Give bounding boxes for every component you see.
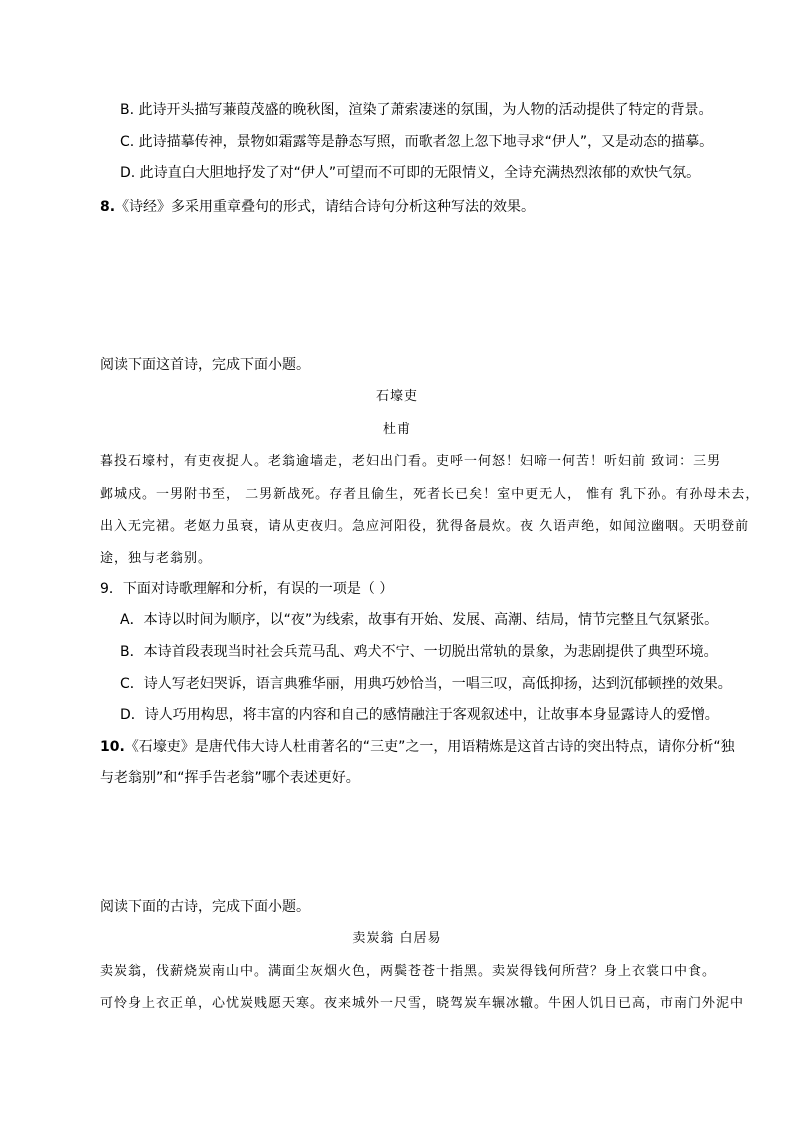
section-3-intro: 阅读下面的古诗，完成下面小题。 xyxy=(100,899,310,915)
q9-option-d: D．诗人巧用构思，将丰富的内容和自己的感情融注于客观叙述中，让故事本身显露诗人的爱憎。 xyxy=(120,707,719,723)
poem-title-author: 卖炭翁 白居易 xyxy=(352,931,442,946)
q7-option-c: C. 此诗描摹传神，景物如霜露等是静态写照，而歌者忽上忽下地寻求“伊人”，又是动态的描摹。 xyxy=(120,134,714,150)
poem-line: 暮投石壕村，有吏夜捉人。老翁逾墙走，老妇出门看。吏呼一何怒！妇啼一何苦！听妇前 致词：三男 xyxy=(100,454,722,469)
q7-option-d: D. 此诗直白大胆地抒发了对“伊人”可望而不可即的无限情义，全诗充满热烈浓郁的欢快气氛。 xyxy=(120,165,701,181)
question-8 xyxy=(100,197,535,217)
question-8-number: 8. xyxy=(100,199,116,215)
q9-option-a: A．本诗以时间为顺序，以“夜”为线索，故事有开始、发展、高潮、结局，情节完整且气氛紧张。 xyxy=(120,612,719,628)
poem-line: 可怜身上衣正单，心忧炭贱愿天寒。夜来城外一尺雪，晓驾炭车辗冰辙。牛困人饥日已高，市南门外泥中 xyxy=(100,996,745,1011)
poem-author: 杜甫 xyxy=(382,422,411,437)
q7-option-b: B. 此诗开头描写蒹葭茂盛的晚秋图，渲染了萧索凄迷的氛围，为人物的活动提供了特定的背景。 xyxy=(120,102,713,118)
poem-line: 邺城戍。一男附书至， 二男新战死。存者且偷生，死者长已矣！室中更无人， 惟有 乳下孙。有孙母未去， xyxy=(100,487,760,502)
poem-line: 途，独与老翁别。 xyxy=(100,551,213,566)
section-2-intro: 阅读下面这首诗，完成下面小题。 xyxy=(100,357,310,373)
question-9-stem: 9．下面对诗歌理解和分析，有误的一项是（ ） xyxy=(100,581,394,597)
q9-option-c: C．诗人写老妇哭诉，语言典雅华丽，用典巧妙恰当，一唱三叹，高低抑扬，达到沉郁顿挫的效果。 xyxy=(120,676,732,692)
poem-line: 出入无完裙。老妪力虽衰，请从吏夜归。急应河阳役，犹得备晨炊。夜 久语声绝，如闻泣幽咽。天明登前 xyxy=(100,519,750,534)
poem-title: 石壕吏 xyxy=(375,389,418,404)
question-10-line-2: 与老翁别”和“挥手告老翁”哪个表述更好。 xyxy=(100,770,360,786)
question-10-line-1 xyxy=(100,737,735,757)
question-10-number: 10. xyxy=(100,739,125,755)
poem-line: 卖炭翁，伐薪烧炭南山中。满面尘灰烟火色，两鬓苍苍十指黑。卖炭得钱何所营？身上衣裳口中食。 xyxy=(100,964,717,979)
q9-option-b: B．本诗首段表现当时社会兵荒马乱、鸡犬不宁、一切脱出常轨的景象，为悲剧提供了典型环境。 xyxy=(120,644,718,660)
question-8-text: 《诗经》多采用重章叠句的形式，请结合诗句分析这种写法的效果。 xyxy=(115,199,536,215)
question-10-text: 《石壕吏》是唐代伟大诗人杜甫著名的“三吏”之一，用语精炼是这首古诗的突出特点，请你分析“独 xyxy=(124,739,735,755)
